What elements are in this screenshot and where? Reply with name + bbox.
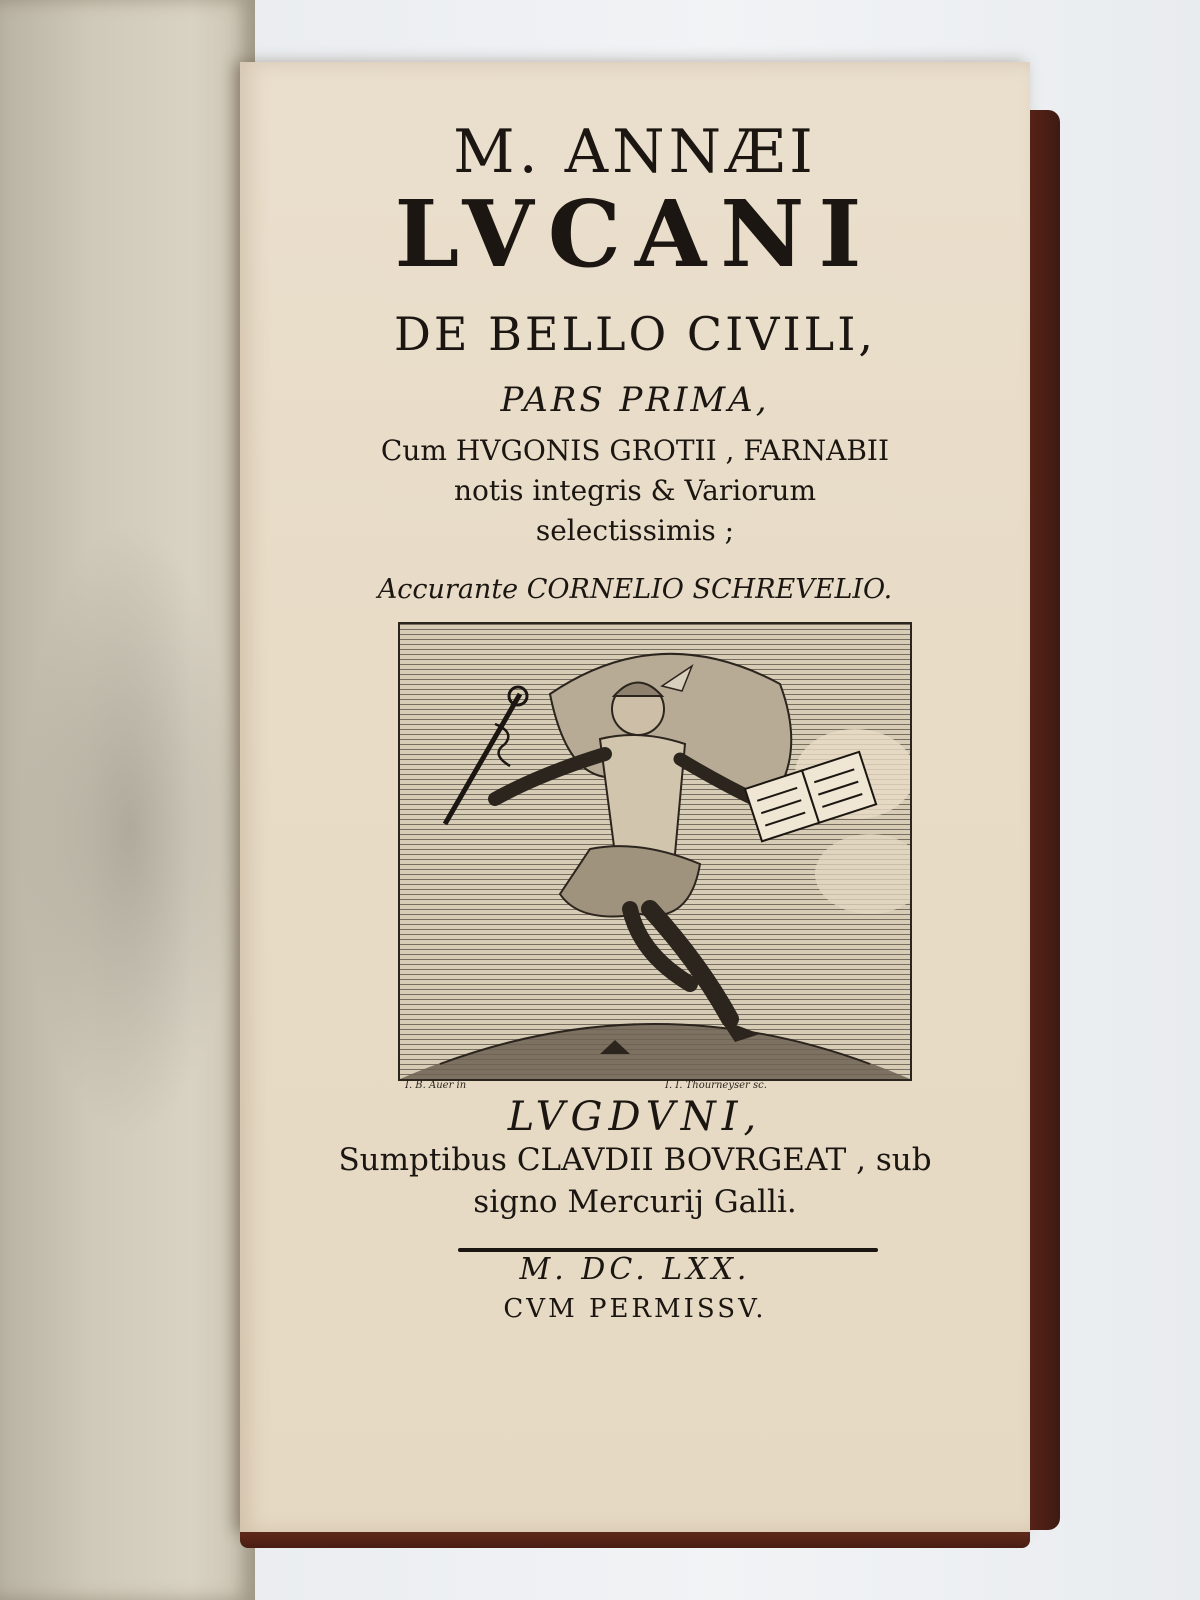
author-name: LVCANI xyxy=(394,180,876,288)
part-label: PARS PRIMA, xyxy=(500,380,770,420)
engraver-credit-left: I. B. Auer in xyxy=(405,1080,467,1091)
author-praenomen: M. ANNÆI xyxy=(453,117,817,187)
mercury-torso xyxy=(600,735,685,862)
title-page xyxy=(240,62,1030,1532)
caduceus-staff xyxy=(445,694,520,824)
imprint-sign: signo Mercurij Galli. xyxy=(473,1184,797,1220)
mercury-engraving xyxy=(398,622,912,1081)
imprint-year: M. DC. LXX. xyxy=(519,1252,751,1287)
notes-line: notis integris & Variorum xyxy=(453,474,817,507)
work-title: DE BELLO CIVILI, xyxy=(394,307,876,361)
privilege-line: CVM PERMISSV. xyxy=(503,1294,767,1324)
show-through-shadow xyxy=(20,520,240,1140)
left-facing-page xyxy=(0,0,255,1600)
engraving-illustration xyxy=(400,624,910,1079)
imprint-publisher: Sumptibus CLAVDII BOVRGEAT , sub xyxy=(338,1142,932,1178)
editor-line: Accurante CORNELIO SCHREVELIO. xyxy=(377,574,893,605)
imprint-place: LVGDVNI, xyxy=(507,1094,763,1140)
selection-line: selectissimis ; xyxy=(535,514,735,547)
engraver-credit-right: I. I. Thourneyser sc. xyxy=(665,1080,767,1091)
commentators-line: Cum HVGONIS GROTII , FARNABII xyxy=(380,434,890,467)
